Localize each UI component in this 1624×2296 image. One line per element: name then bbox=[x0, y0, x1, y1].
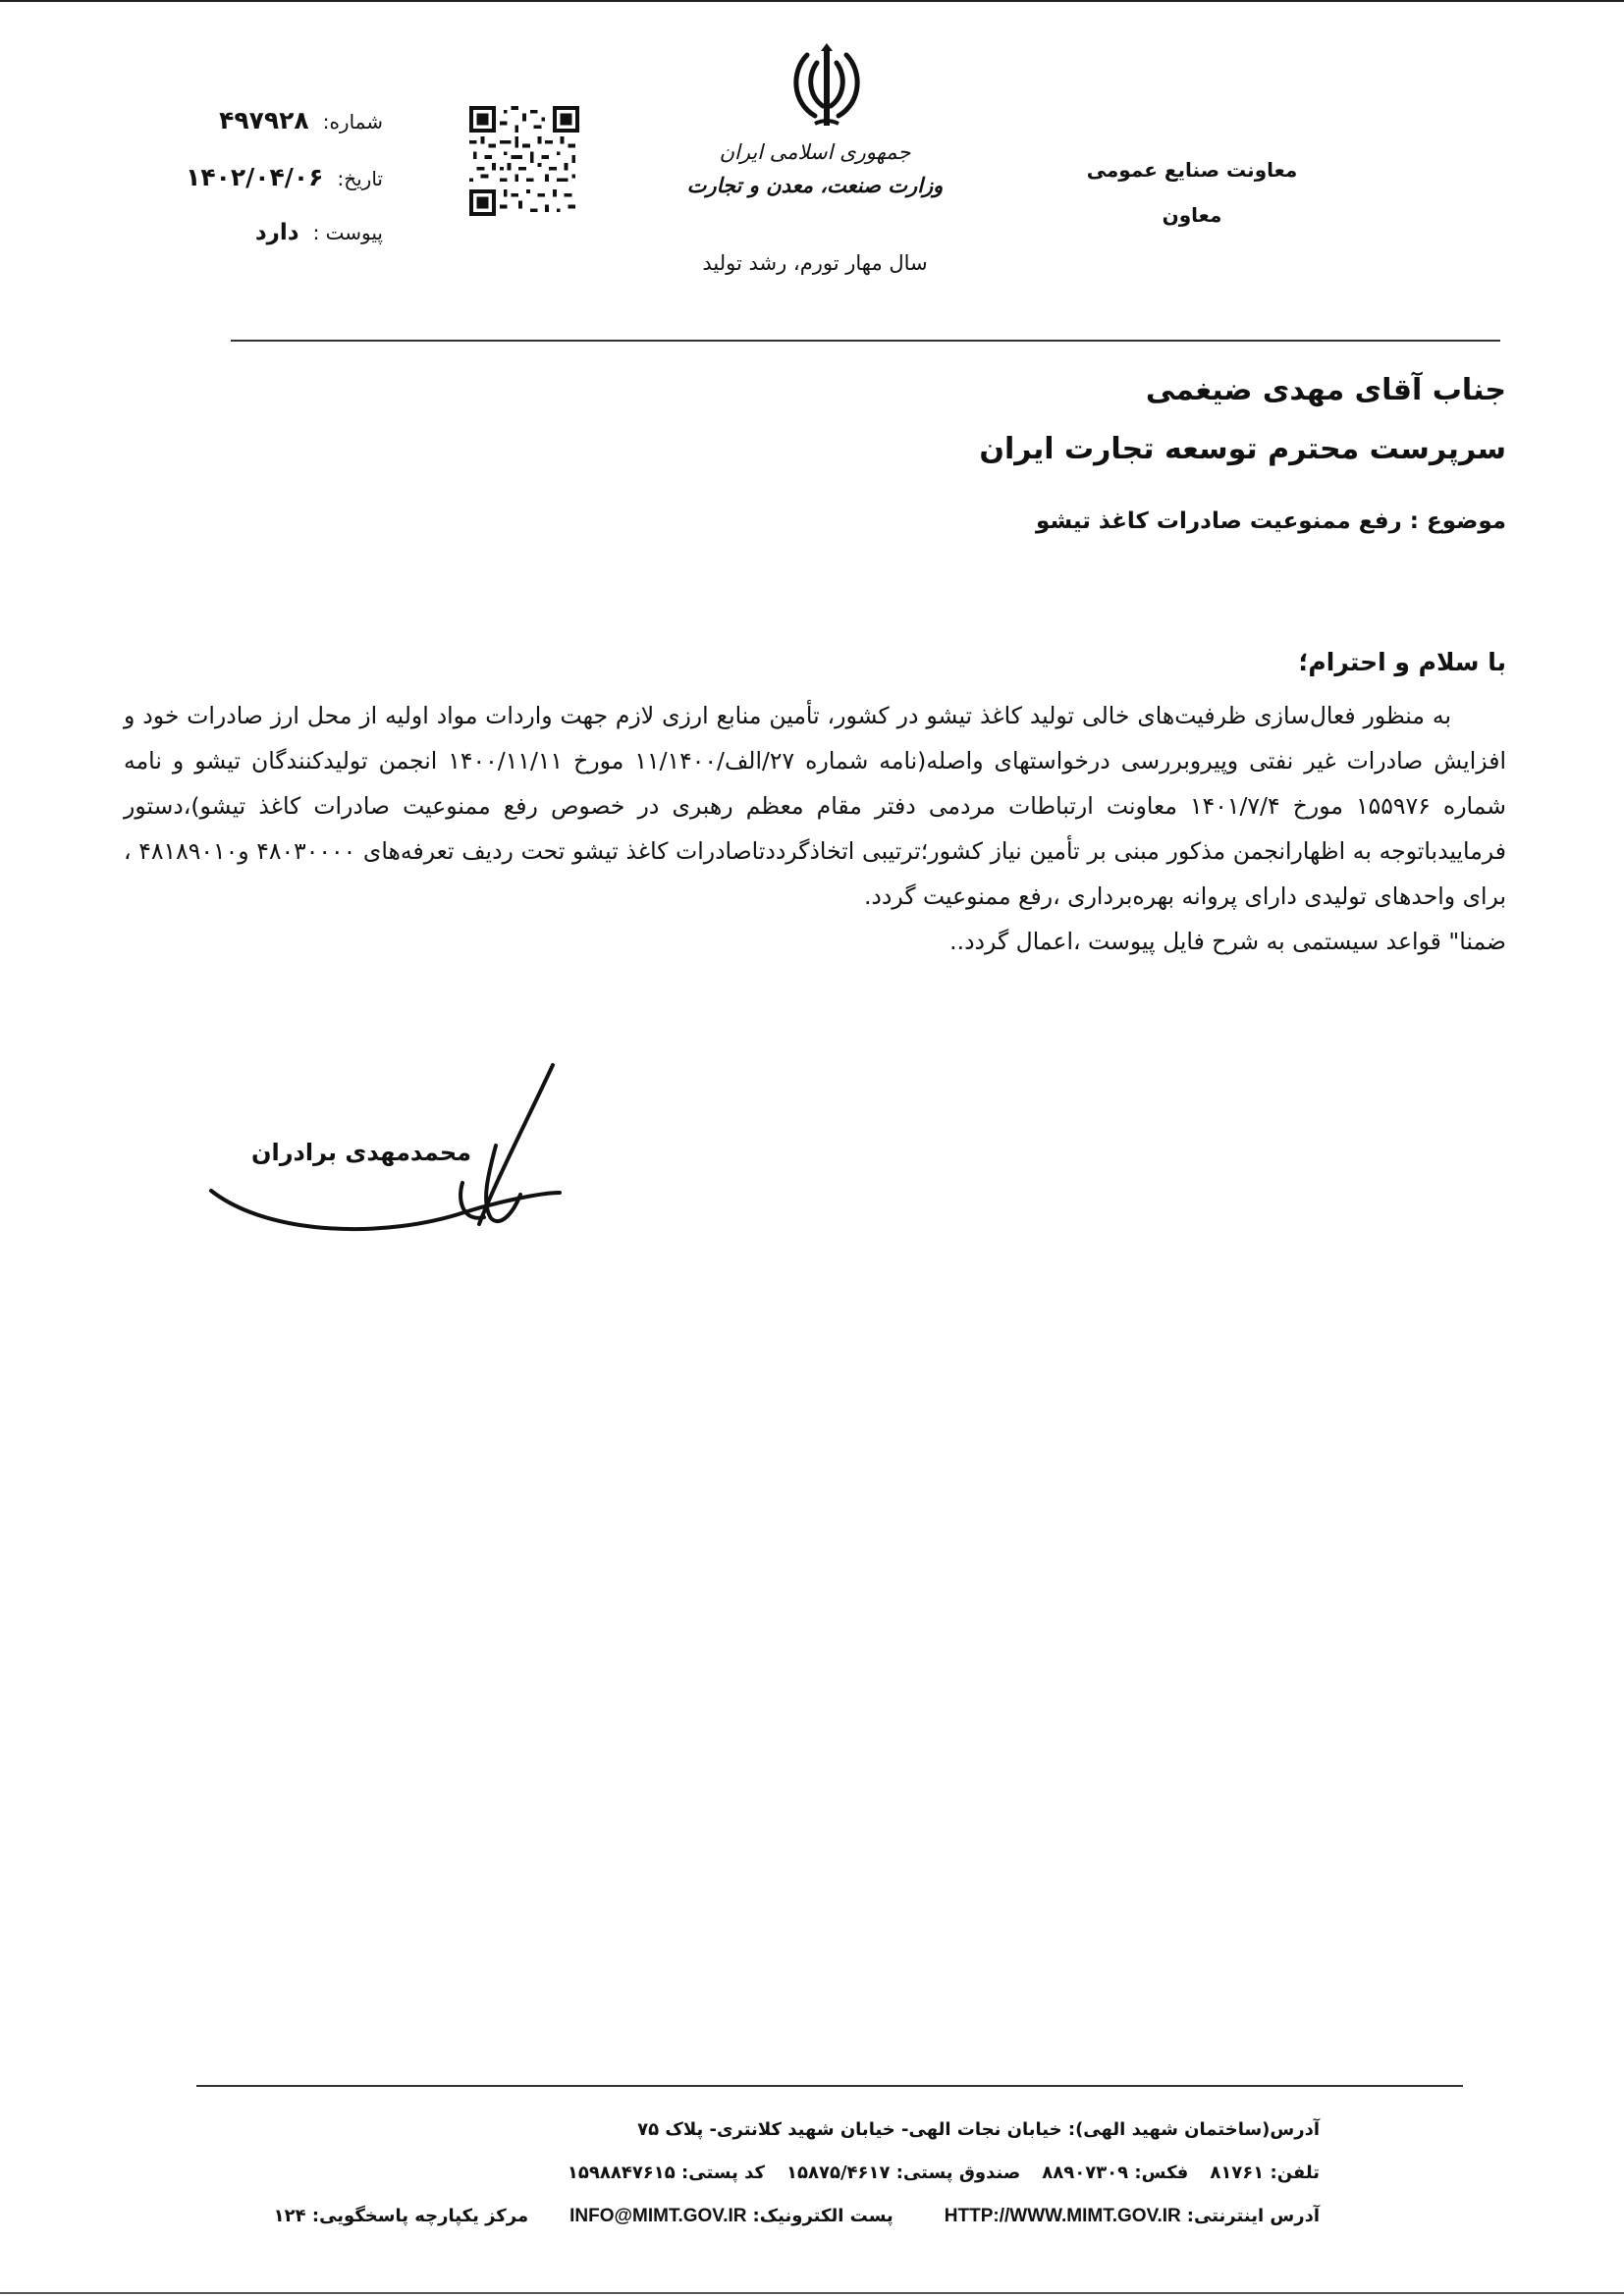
website-label: آدرس اینترنتی: bbox=[1186, 2206, 1320, 2226]
page-top-edge bbox=[0, 0, 1624, 2]
body-closing: ضمنا" قواعد سیستمی به شرح فایل پیوست ،اعمال گردد.. bbox=[949, 928, 1506, 955]
position-title: معاون bbox=[1162, 203, 1222, 227]
header-divider bbox=[231, 340, 1500, 342]
email-link[interactable]: INFO@MIMT.GOV.IR bbox=[569, 2206, 747, 2226]
attachment-row bbox=[147, 220, 383, 277]
footer-po-box: صندوق پستی: ۱۵۸۷۵/۴۶۱۷ bbox=[786, 2163, 1021, 2183]
gov-line-1: جمهوری اسلامی ایران bbox=[719, 140, 911, 164]
letter-number-row bbox=[147, 106, 383, 163]
iran-emblem-icon bbox=[785, 41, 868, 132]
call-center: مرکز یکپارچه پاسخگویی: ۱۲۴ bbox=[273, 2206, 529, 2226]
letter-subject: موضوع : رفع ممنوعیت صادرات کاغذ تیشو bbox=[1036, 508, 1506, 534]
website-link[interactable]: HTTP://WWW.MIMT.GOV.IR bbox=[944, 2206, 1181, 2226]
department-block bbox=[1064, 147, 1320, 238]
footer-divider bbox=[196, 2085, 1463, 2087]
footer-postal-code: کد پستی: ۱۵۹۸۸۴۷۶۱۵ bbox=[567, 2163, 766, 2183]
attachment-value: دارد bbox=[254, 220, 299, 245]
addressee-title: سرپرست محترم توسعه تجارت ایران bbox=[979, 432, 1506, 466]
body-paragraph: به منظور فعال‌سازی ظرفیت‌های خالی تولید کاغذ تیشو در کشور، تأمین منابع ارزی لازم جهت واردات مواد اولیه از محل ارز صادرات خود و افزایش صادرات غیر نفتی وپیروبررسی درخواستهای واصله(نامه شماره ۲۷/الف/۱۱/۱۴۰۰ مورخ ۱۴۰۰/۱۱/۱۱ انجمن تولیدکنندگان تیشو و نامه شماره ۱۵۵۹۷۶ مورخ ۱۴۰۱/۷/۴ معاونت ارتباطات مردمی دفتر مقام معظم رهبری در خصوص رفع ممنوعیت صادرات کاغذ تیشو)،دستور فرمایید‌باتوجه به اظهارانجمن مذکور مبنی بر تأمین نیاز کشور؛ترتیبی اتخاذگرددتاصادرات کاغذ تیشو تحت ردیف تعرفه‌های ۴۸۰۳۰۰۰۰ و۴۸۱۸۹۰۱۰ ، برای واحدهای تولیدی دارای پروانه بهره‌برداری ،رفع ممنوعیت گردد. bbox=[124, 702, 1506, 910]
gov-line-2: وزارت صنعت، معدن و تجارت bbox=[686, 174, 944, 197]
footer-contact bbox=[141, 2109, 1320, 2238]
addressee-block bbox=[328, 361, 1506, 479]
letter-date-row bbox=[147, 163, 383, 220]
email-label: پست الکترونیک: bbox=[752, 2206, 893, 2226]
addressee-name: جناب آقای مهدی ضیغمی bbox=[1145, 373, 1506, 407]
footer-web-row bbox=[141, 2195, 1320, 2238]
letter-meta bbox=[147, 106, 383, 277]
ministry-heading bbox=[668, 135, 962, 202]
year-slogan: سال مهار تورم، رشد تولید bbox=[702, 251, 928, 275]
number-label: شماره: bbox=[322, 110, 383, 133]
attachment-label: پیوست : bbox=[312, 221, 383, 244]
department-name: معاونت صنایع عمومی bbox=[1086, 158, 1298, 182]
qr-code-icon bbox=[469, 106, 579, 216]
date-value: ۱۴۰۲/۰۴/۰۶ bbox=[186, 163, 324, 191]
date-label: تاریخ: bbox=[337, 167, 383, 190]
footer-fax: فکس: ۸۸۹۰۷۳۰۹ bbox=[1042, 2163, 1189, 2183]
greeting: با سلام و احترام؛ bbox=[1298, 648, 1506, 676]
number-value: ۴۹۷۹۲۸ bbox=[219, 106, 309, 134]
page-bottom-edge bbox=[0, 2292, 1624, 2294]
signatory-name: محمدمهدی برادران bbox=[251, 1139, 472, 1166]
letter-body bbox=[124, 693, 1506, 964]
footer-phone: تلفن: ۸۱۷۶۱ bbox=[1210, 2163, 1320, 2183]
footer-phone-row bbox=[141, 2152, 1320, 2195]
footer-address-row bbox=[141, 2109, 1320, 2152]
footer-address: آدرس(ساختمان شهید الهی): خیابان نجات الهی- خیابان شهید کلانتری- پلاک ۷۵ bbox=[637, 2119, 1320, 2140]
